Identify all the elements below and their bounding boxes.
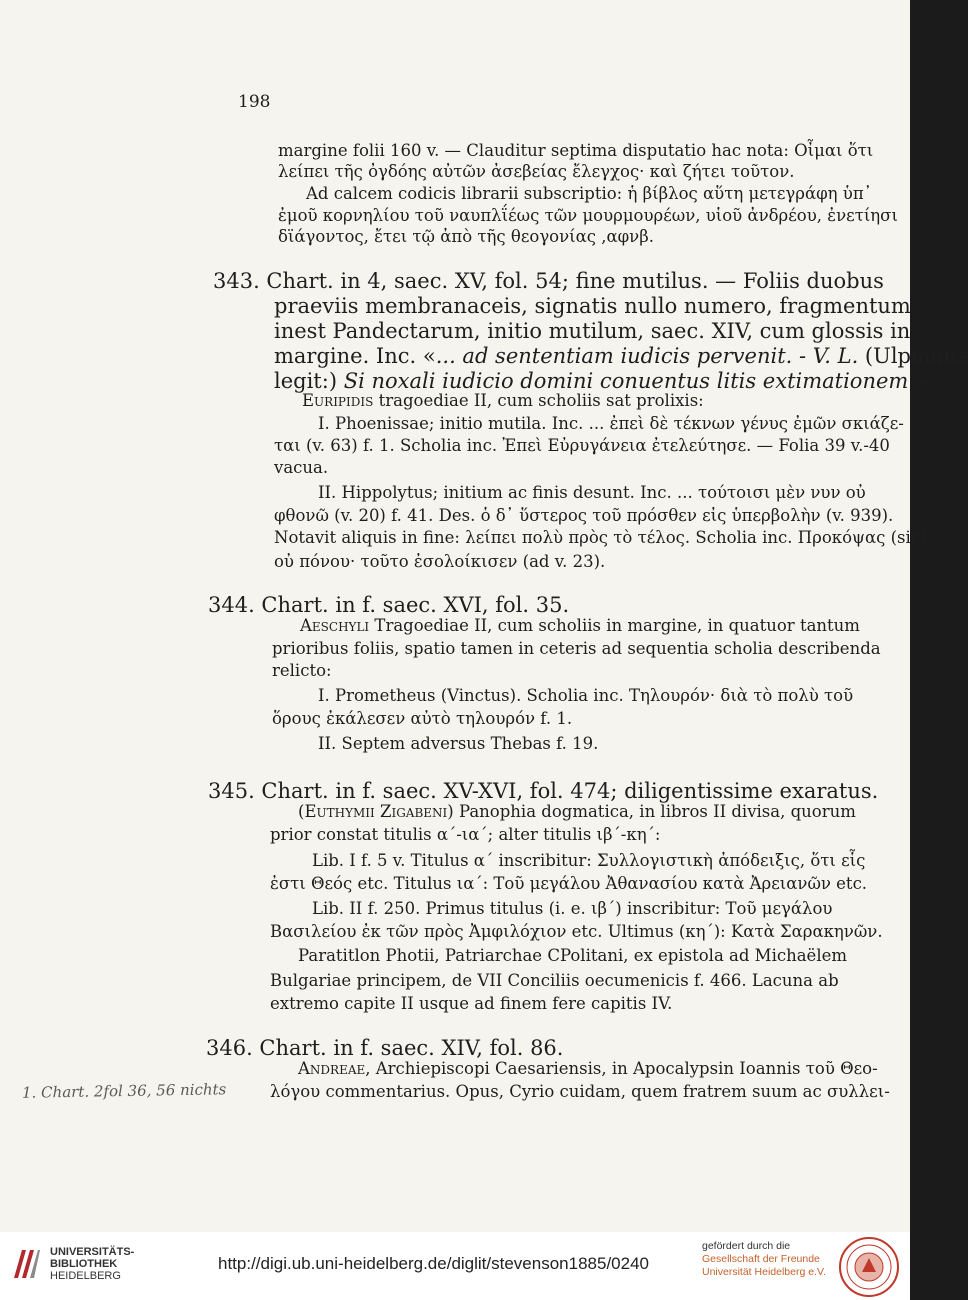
sponsor-line-1: Gesellschaft der Freunde xyxy=(702,1253,820,1265)
text-segment: legit:) xyxy=(274,369,344,393)
text-segment: praeviis membranaceis, signatis nullo numero, fragmentum xyxy=(274,294,911,318)
text-segment: Aeschyli xyxy=(300,616,370,635)
text-segment: ». xyxy=(908,369,935,393)
text-segment: tragoediae II, cum scholiis sat prolixis: xyxy=(373,391,704,410)
text-line xyxy=(274,343,968,369)
text-line xyxy=(270,824,660,846)
text-segment: Paratitlon Photii, Patriarchae CPolitani, ex epistola ad Michaëlem xyxy=(298,946,848,965)
page-number: 198 xyxy=(238,92,271,112)
text-line xyxy=(270,970,839,992)
text-segment: ὅρους ἐκάλεσεν αὐτὸ τηλουρόν f. 1. xyxy=(272,709,573,728)
text-segment: margine. Inc. « xyxy=(274,344,436,368)
text-segment: Si noxali iudicio domini conuentus litis extimationem xyxy=(343,369,909,393)
text-segment: 345. Chart. in f. saec. XV-XVI, fol. 474; diligentissime exaratus. xyxy=(208,779,879,803)
text-segment: λόγου commentarius. Opus, Cyrio cuidam, quem fratrem suum ac συλλει- xyxy=(270,1082,890,1101)
text-segment: 344. Chart. in f. saec. XVI, fol. 35. xyxy=(208,593,570,617)
text-segment: II. Septem adversus Thebas f. 19. xyxy=(318,734,599,753)
text-line xyxy=(274,293,911,319)
sponsor-credit xyxy=(702,1240,826,1279)
text-segment: ... ad sententiam iudicis pervenit. - V. L. xyxy=(435,344,859,368)
text-segment: prioribus foliis, spatio tamen in ceteris ad sequentia scholia describenda xyxy=(272,639,881,658)
text-line xyxy=(302,390,704,412)
text-line xyxy=(318,482,866,504)
text-line xyxy=(298,801,856,823)
text-segment: Euripidis xyxy=(302,391,374,410)
text-line xyxy=(274,527,926,549)
text-line xyxy=(312,898,832,920)
text-segment: Lib. II f. 250. Primus titulus (i. e. ιβ´) inscribitur: Τοῦ μεγάλου xyxy=(312,899,833,918)
text-segment: ) Panophia dogmatica, in libros II divisa, quorum xyxy=(447,802,856,821)
text-line xyxy=(278,161,795,183)
text-segment: ται (v. 63) f. 1. Scholia inc. Ἐπεὶ Εὐρυγάνεια ἐτελεύτησε. — Folia 39 v.-40 xyxy=(274,436,890,455)
text-line xyxy=(318,413,904,435)
permalink-url[interactable]: http://digi.ub.uni-heidelberg.de/diglit/stevenson1885/0240 xyxy=(218,1254,649,1273)
text-segment: I. Phoenissae; initio mutila. Inc. ... ἐπεὶ δὲ τέκνων γένυς ἐμῶν σκιάζε- xyxy=(318,414,904,433)
text-line xyxy=(270,873,867,895)
text-line xyxy=(274,505,893,527)
text-segment: 343. Chart. in 4, saec. XV, fol. 54; fine mutilus. — Foliis duobus xyxy=(213,269,884,293)
text-line xyxy=(318,733,598,755)
text-segment: Euthymii Zigabeni xyxy=(304,802,448,821)
text-line xyxy=(312,850,865,872)
university-library-name xyxy=(50,1246,134,1282)
sponsor-line-2: Universität Heidelberg e.V. xyxy=(702,1266,826,1278)
text-line xyxy=(274,551,605,573)
library-line-3: HEIDELBERG xyxy=(50,1270,121,1282)
text-segment: Notavit aliquis in fine: λείπει πολὺ πρὸς τὸ τέλος. Scholia inc. Προκόψας (sic) xyxy=(274,528,927,547)
text-line xyxy=(300,615,860,637)
text-line xyxy=(213,268,884,294)
text-segment: ( xyxy=(298,802,305,821)
text-segment: Andreae xyxy=(298,1059,366,1078)
text-segment: vacua. xyxy=(274,458,329,477)
handwritten-margin-note: 1. Chart. 2fol 36, 56 nichts xyxy=(21,1080,227,1102)
text-segment: ἐμοῦ κορνηλίου τοῦ ναυπλΐέως τῶν μουρμουρέων, υἱοῦ ἀνδρέου, ἐνετίησι xyxy=(278,206,898,225)
university-seal-icon xyxy=(838,1236,900,1298)
library-line-2: BIBLIOTHEK xyxy=(50,1258,118,1270)
text-segment: φθονῶ (v. 20) f. 41. Des. ὁ δ᾽ ὕστερος τοῦ πρόσθεν εἰς ὑπερβολὴν (v. 939). xyxy=(274,506,894,525)
library-line-1: UNIVERSITÄTS- xyxy=(50,1246,135,1258)
text-segment: inest Pandectarum, initio mutilum, saec. XIV, cum glossis in xyxy=(274,319,911,343)
text-segment: , Archiepiscopi Caesariensis, in Apocalypsin Ioannis τοῦ Θεο- xyxy=(365,1059,878,1078)
university-library-logo-icon xyxy=(12,1244,42,1282)
footer-bar xyxy=(0,1232,910,1300)
text-line xyxy=(298,1058,878,1080)
text-segment: II. Hippolytus; initium ac finis desunt. Inc. ... τούτοισι μὲν νυν οὐ xyxy=(318,483,866,502)
text-line xyxy=(270,993,672,1015)
sponsor-intro: gefördert durch die xyxy=(702,1240,791,1252)
text-segment: Tragoediae II, cum scholiis in margine, in quatuor tantum xyxy=(369,616,860,635)
text-line xyxy=(306,183,872,205)
text-segment: I. Prometheus (Vinctus). Scholia inc. Τηλουρόν· διὰ τὸ πολὺ τοῦ xyxy=(318,686,854,705)
text-line xyxy=(272,708,572,730)
text-segment: margine folii 160 v. — Clauditur septima disputatio hac nota: Οἶμαι ὅτι xyxy=(278,141,874,160)
text-segment: prior constat titulis α´-ια´; alter titulis ιβ´-κη´: xyxy=(270,825,661,844)
text-line xyxy=(318,685,853,707)
text-line xyxy=(274,318,910,344)
text-segment: relicto: xyxy=(272,661,332,680)
text-line xyxy=(272,660,332,682)
text-line xyxy=(278,226,654,248)
text-segment: extremo capite II usque ad finem fere capitis IV. xyxy=(270,994,673,1013)
text-line xyxy=(270,1081,890,1103)
text-segment: Bulgariae principem, de VII Conciliis oecumenicis f. 466. Lacuna ab xyxy=(270,971,839,990)
text-line xyxy=(270,921,883,943)
text-line xyxy=(298,945,847,967)
text-segment: δϊάγοντος, ἔτει τῷ ἀπὸ τῆς θεογονίας ,αφνβ. xyxy=(278,227,654,246)
text-segment: Ad calcem codicis librarii subscriptio: ἡ βίβλος αὕτη μετεγράφη ὑπ᾽ xyxy=(306,184,872,203)
text-segment: Βασιλείου ἐκ τῶν πρὸς Ἀμφιλόχιον etc. Ultimus (κη´): Κατὰ Σαρακηνῶν. xyxy=(270,922,883,941)
text-line xyxy=(274,435,890,457)
text-line xyxy=(278,205,898,227)
text-line xyxy=(278,140,873,162)
text-segment: Lib. I f. 5 v. Titulus α´ inscribitur: Συλλογιστικὴ ἀπόδειξις, ὅτι εἷς xyxy=(312,851,866,870)
text-segment: (Ulpianus xyxy=(858,344,968,368)
text-line xyxy=(272,638,881,660)
text-segment: ἐστι Θεός etc. Titulus ια´: Τοῦ μεγάλου Ἀθανασίου κατὰ Ἀρειανῶν etc. xyxy=(270,874,868,893)
text-segment: 346. Chart. in f. saec. XIV, fol. 86. xyxy=(206,1036,564,1060)
text-segment: οὐ πόνου· τοῦτο ἐσολοίκισεν (ad v. 23). xyxy=(274,552,606,571)
text-segment: λείπει τῆς ὀγδόης αὐτῶν ἀσεβείας ἔλεγχος· καὶ ζήτει τοῦτον. xyxy=(278,162,795,181)
text-line xyxy=(274,457,328,479)
